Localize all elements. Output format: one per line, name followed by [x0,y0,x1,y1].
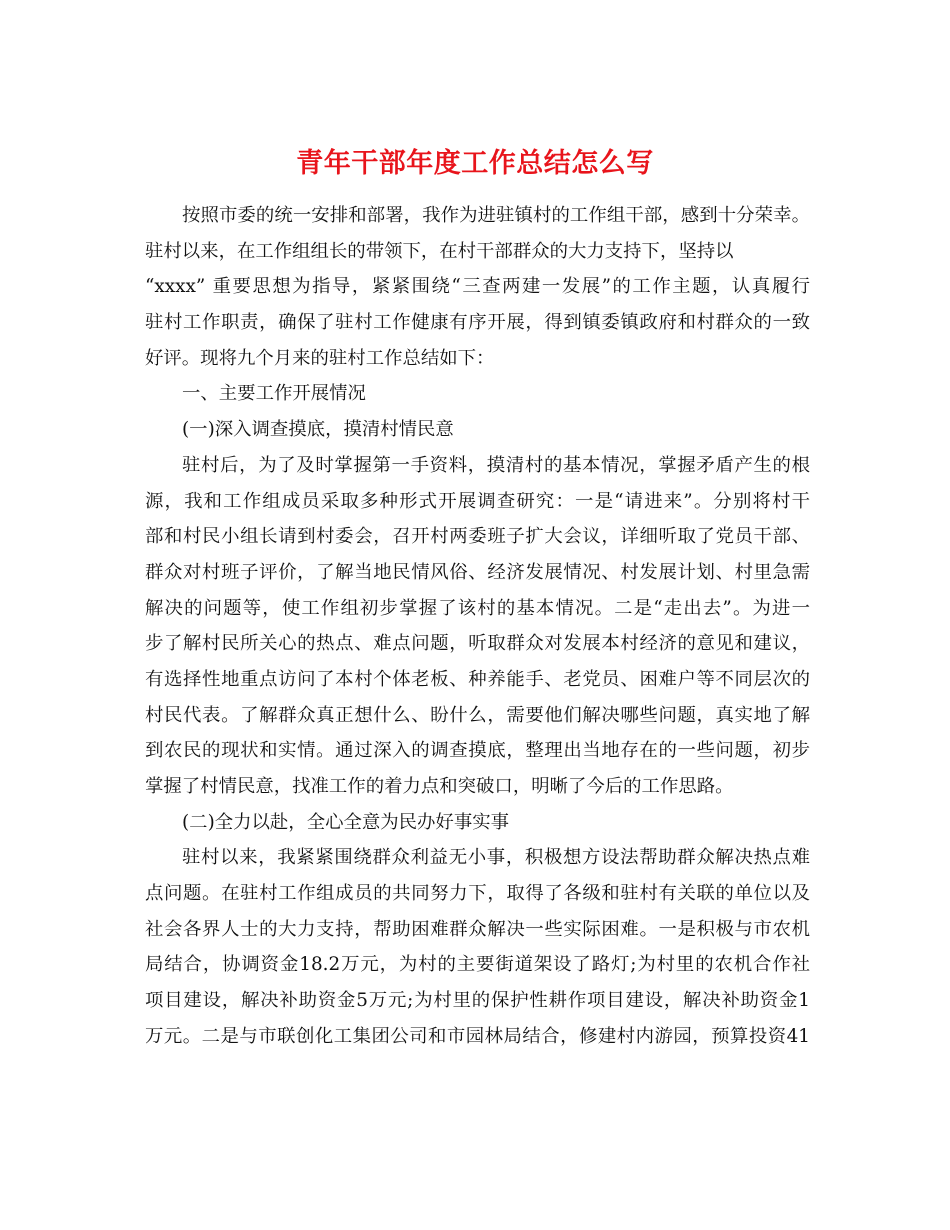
text-line: 一、主要工作开展情况 [182,383,366,405]
text-line: 按照市委的统一安排和部署，我作为进驻镇村的工作组干部，感到十分荣幸。 [182,205,810,226]
document-body [145,198,810,1055]
document-title: 青年干部年度工作总结怎么写 [296,148,654,179]
text-line: 局结合，协调资金18.2万元，为村的主要街道架设了路灯;为村里的农机合作社 [145,954,810,976]
text-line: 驻村工作职责，确保了驻村工作健康有序开展，得到镇委镇政府和村群众的一致 [145,312,810,334]
text-line: 万元。二是与市联创化工集团公司和市园林局结合，修建村内游园，预算投资41 [145,1025,810,1047]
text-line: 村民代表。了解群众真正想什么、盼什么，需要他们解决哪些问题，真实地了解 [145,704,810,726]
text-line: 项目建设，解决补助资金5万元;为村里的保护性耕作项目建设，解决补助资金1 [145,990,810,1012]
text-line: 源，我和工作组成员采取多种形式开展调查研究：一是“请进来”。分别将村干 [145,490,810,512]
text-line: 点问题。在驻村工作组成员的共同努力下，取得了各级和驻村有关联的单位以及 [145,883,810,905]
text-line: 掌握了村情民意，找准工作的着力点和突破口，明晰了今后的工作思路。 [145,776,734,797]
text-line: 有选择性地重点访问了本村个体老板、种养能手、老党员、困难户等不同层次的 [145,668,810,690]
text-line: (一)深入调查摸底，摸清村情民意 [182,419,454,441]
text-line: 驻村以来，在工作组组长的带领下，在村干部群众的大力支持下，坚持以 [145,240,734,262]
text-line: 驻村以来，我紧紧围绕群众利益无小事，积极想方设法帮助群众解决热点难 [182,847,810,869]
text-line: 解决的问题等，使工作组初步掌握了该村的基本情况。二是“走出去”。为进一 [145,597,810,619]
text-line: 社会各界人士的大力支持，帮助困难群众解决一些实际困难。一是积极与市农机 [145,918,810,940]
text-line: 部和村民小组长请到村委会，召开村两委班子扩大会议，详细听取了党员干部、 [145,526,810,548]
text-line: 驻村后，为了及时掌握第一手资料，摸清村的基本情况，掌握矛盾产生的根 [182,454,810,476]
text-line: (二)全力以赴，全心全意为民办好事实事 [182,811,509,833]
text-line: 步了解村民所关心的热点、难点问题，听取群众对发展本村经济的意见和建议， [145,633,810,655]
text-line: 好评。现将九个月来的驻村工作总结如下： [145,347,495,369]
text-line: 群众对村班子评价，了解当地民情风俗、经济发展情况、村发展计划、村里急需 [145,561,810,583]
text-line: “xxxx” 重要思想为指导，紧紧围绕“三查两建一发展”的工作主题，认真履行 [145,276,810,298]
text-line: 到农民的现状和实情。通过深入的调查摸底，整理出当地存在的一些问题，初步 [145,740,810,762]
